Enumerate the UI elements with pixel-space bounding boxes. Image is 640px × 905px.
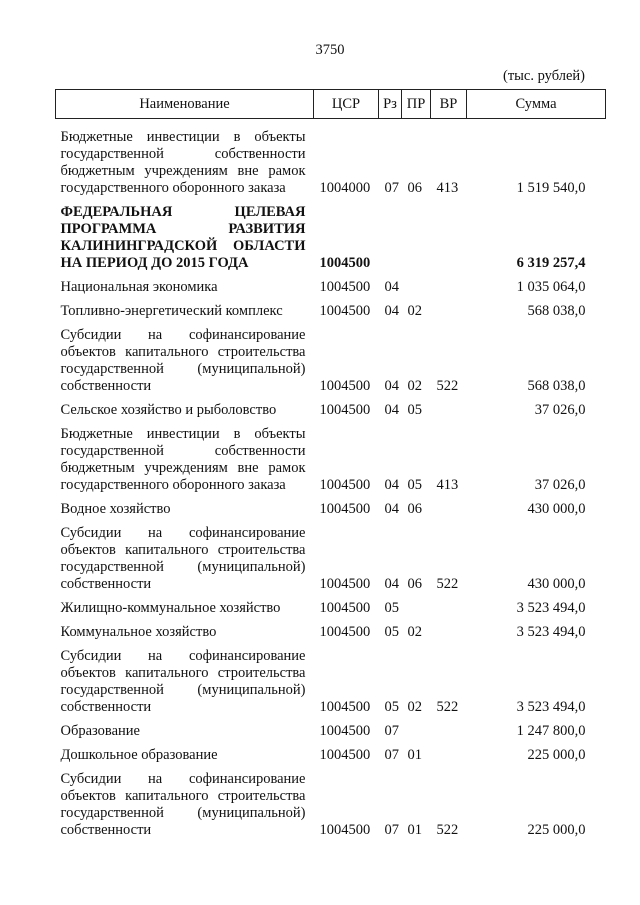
row-name: Субсидии на софинансирование объектов капитального строительства государственной (муниципальной) собственности: [60, 648, 306, 715]
row-name: ФЕДЕРАЛЬНАЯ ЦЕЛЕВАЯ ПРОГРАММА РАЗВИТИЯ КАЛИНИНГРАДСКОЙ ОБЛАСТИ НА ПЕРИОД ДО 2015 ГОДА: [60, 204, 306, 271]
header-pr: ПР: [402, 90, 431, 119]
row-vr: [431, 593, 467, 617]
row-vr: 522: [436, 576, 459, 592]
row-sum: 37 026,0: [534, 402, 586, 418]
row-name: Субсидии на софинансирование объектов капитального строительства государственной (муниципальной) собственности: [60, 525, 306, 592]
row-csr: 1004500: [319, 699, 371, 715]
table-row: [56, 272, 606, 296]
row-rz: 04: [384, 477, 399, 493]
row-rz: 04: [384, 402, 399, 418]
table-row: [56, 419, 606, 494]
row-sum: 3 523 494,0: [516, 600, 586, 616]
row-vr: 413: [436, 180, 459, 196]
row-csr: 1004500: [319, 747, 371, 763]
row-csr: 1004500: [319, 822, 371, 838]
row-vr: [431, 395, 467, 419]
row-vr: [431, 494, 467, 518]
row-name: Субсидии на софинансирование объектов капитального строительства государственной (муниципальной) собственности: [60, 771, 306, 838]
row-rz: 04: [384, 501, 399, 517]
row-pr: [402, 197, 431, 272]
table-row: [56, 716, 606, 740]
row-csr: 1004500: [319, 378, 371, 394]
row-rz: 04: [384, 378, 399, 394]
row-csr: 1004500: [319, 255, 371, 271]
units-label: (тыс. рублей): [503, 68, 585, 84]
row-sum: 1 519 540,0: [516, 180, 586, 196]
row-sum: 6 319 257,4: [516, 255, 586, 271]
row-sum: 430 000,0: [527, 576, 586, 592]
table-row: [56, 119, 606, 198]
table-row: [56, 518, 606, 593]
header-row: [56, 90, 606, 119]
row-rz: 04: [384, 303, 399, 319]
table-row: [56, 296, 606, 320]
row-pr: 02: [407, 378, 422, 394]
row-name: Бюджетные инвестиции в объекты государственной собственности бюджетным учреждениям вне рамок государственного оборонного заказа: [60, 426, 306, 493]
header-sum: Сумма: [467, 90, 606, 119]
table-row: [56, 320, 606, 395]
row-pr: 06: [407, 180, 422, 196]
row-pr: 02: [407, 303, 422, 319]
row-csr: 1004500: [319, 303, 371, 319]
row-vr: [431, 740, 467, 764]
row-vr: [431, 716, 467, 740]
row-sum: 37 026,0: [534, 477, 586, 493]
row-csr: 1004500: [319, 279, 371, 295]
row-pr: 06: [407, 576, 422, 592]
row-vr: [431, 296, 467, 320]
row-name: Национальная экономика: [60, 279, 218, 295]
row-rz: [379, 197, 402, 272]
row-csr: 1004000: [319, 180, 371, 196]
row-csr: 1004500: [319, 723, 371, 739]
row-pr: 02: [407, 699, 422, 715]
row-pr: [402, 593, 431, 617]
row-rz: 07: [384, 180, 399, 196]
row-name: Образование: [60, 723, 140, 739]
row-csr: 1004500: [319, 624, 371, 640]
row-rz: 04: [384, 279, 399, 295]
row-vr: 522: [436, 822, 459, 838]
row-name: Сельское хозяйство и рыболовство: [60, 402, 277, 418]
row-pr: [402, 272, 431, 296]
row-pr: 05: [407, 477, 422, 493]
table-row: [56, 395, 606, 419]
row-name: Топливно-энергетический комплекс: [60, 303, 283, 319]
header-vr: ВР: [431, 90, 467, 119]
table-row: [56, 740, 606, 764]
row-name: Жилищно-коммунальное хозяйство: [60, 600, 281, 616]
row-name: Дошкольное образование: [60, 747, 218, 763]
header-name: Наименование: [56, 90, 314, 119]
row-sum: 568 038,0: [527, 378, 586, 394]
row-pr: 01: [407, 747, 422, 763]
row-rz: 05: [384, 624, 399, 640]
row-vr: [431, 272, 467, 296]
row-sum: 225 000,0: [527, 747, 586, 763]
row-sum: 568 038,0: [527, 303, 586, 319]
row-csr: 1004500: [319, 477, 371, 493]
table-row: [56, 494, 606, 518]
table-row: [56, 593, 606, 617]
row-vr: [431, 197, 467, 272]
header-rz: Рз: [379, 90, 402, 119]
row-sum: 1 247 800,0: [516, 723, 586, 739]
row-vr: 522: [436, 699, 459, 715]
row-sum: 3 523 494,0: [516, 624, 586, 640]
row-sum: 430 000,0: [527, 501, 586, 517]
row-rz: 07: [384, 747, 399, 763]
row-name: Водное хозяйство: [60, 501, 171, 517]
row-rz: 04: [384, 576, 399, 592]
row-rz: 07: [384, 822, 399, 838]
row-pr: 01: [407, 822, 422, 838]
budget-table: [55, 89, 606, 839]
row-pr: [402, 716, 431, 740]
row-pr: 05: [407, 402, 422, 418]
table-row: [56, 197, 606, 272]
row-rz: 05: [384, 600, 399, 616]
row-pr: 02: [407, 624, 422, 640]
row-sum: 225 000,0: [527, 822, 586, 838]
row-sum: 1 035 064,0: [516, 279, 586, 295]
row-vr: 413: [436, 477, 459, 493]
row-csr: 1004500: [319, 402, 371, 418]
row-csr: 1004500: [319, 576, 371, 592]
row-name: Субсидии на софинансирование объектов капитального строительства государственной (муниципальной) собственности: [60, 327, 306, 394]
row-vr: 522: [436, 378, 459, 394]
row-rz: 05: [384, 699, 399, 715]
row-sum: 3 523 494,0: [516, 699, 586, 715]
row-csr: 1004500: [319, 501, 371, 517]
table-row: [56, 764, 606, 839]
row-pr: 06: [407, 501, 422, 517]
table-row: [56, 617, 606, 641]
row-vr: [431, 617, 467, 641]
page-number: 3750: [315, 42, 345, 58]
row-rz: 07: [384, 723, 399, 739]
header-csr: ЦСР: [314, 90, 379, 119]
row-name: Коммунальное хозяйство: [60, 624, 217, 640]
table-row: [56, 641, 606, 716]
row-name: Бюджетные инвестиции в объекты государственной собственности бюджетным учреждениям вне рамок государственного оборонного заказа: [60, 129, 306, 196]
row-csr: 1004500: [319, 600, 371, 616]
